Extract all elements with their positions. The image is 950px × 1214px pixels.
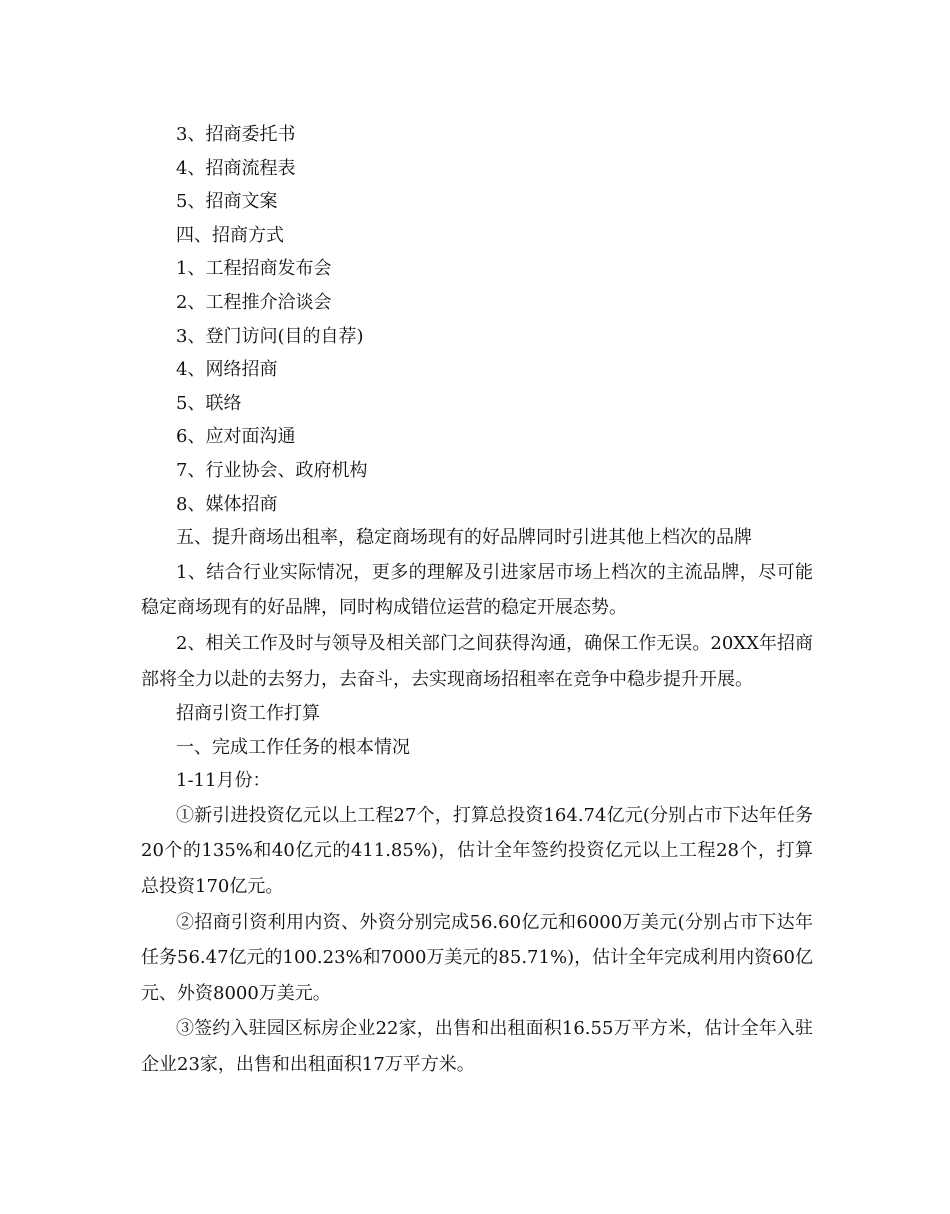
section-heading: 五、提升商场出租率，稳定商场现有的好品牌同时引进其他上档次的品牌 [176,527,752,549]
list-item: 4、招商流程表 [176,157,296,179]
paragraph: ③签约入驻园区标房企业22家，出售和出租面积16.55万平方米，估计全年入驻企业23家，出售和出租面积17万平方米。 [141,1018,813,1076]
list-item: 1、工程招商发布会 [176,258,332,280]
paragraph: ①新引进投资亿元以上工程27个，打算总投资164.74亿元(分别占市下达年任务20个的135%和40亿元的411.85%)，估计全年签约投资亿元以上工程28个，打算总投资170亿元。 [141,804,813,898]
list-item: 6、应对面沟通 [176,426,296,448]
paragraph: 1、结合行业实际情况，更多的理解及引进家居市场上档次的主流品牌，尽可能稳定商场现有的好品牌，同时构成错位运营的稳定开展态势。 [141,561,813,619]
paragraph: ②招商引资利用内资、外资分别完成56.60亿元和6000万美元(分别占市下达年任务56.47亿元的100.23%和7000万美元的85.71%)，估计全年完成利用内资60亿元、外资8000万美元。 [141,911,813,1004]
document-page [141,118,813,1083]
list-item: 2、工程推介洽谈会 [176,291,332,313]
list-item: 3、登门访问(目的自荐) [176,325,364,347]
list-item: 5、招商文案 [176,191,278,213]
section-heading: 四、招商方式 [176,224,284,246]
list-item: 5、联络 [176,392,242,414]
list-item: 3、招商委托书 [176,124,296,145]
section-heading: 一、完成工作任务的根本情况 [176,736,410,758]
list-item: 7、行业协会、政府机构 [176,459,368,481]
list-item: 1-11月份： [176,770,271,792]
list-item: 8、媒体招商 [176,493,278,515]
paragraph: 2、相关工作及时与领导及相关部门之间获得沟通，确保工作无误。20XX年招商部将全力以赴的去努力，去奋斗，去实现商场招租率在竞争中稳步提升开展。 [141,632,813,690]
section-heading: 招商引资工作打算 [176,703,320,725]
list-item: 4、网络招商 [176,359,278,381]
